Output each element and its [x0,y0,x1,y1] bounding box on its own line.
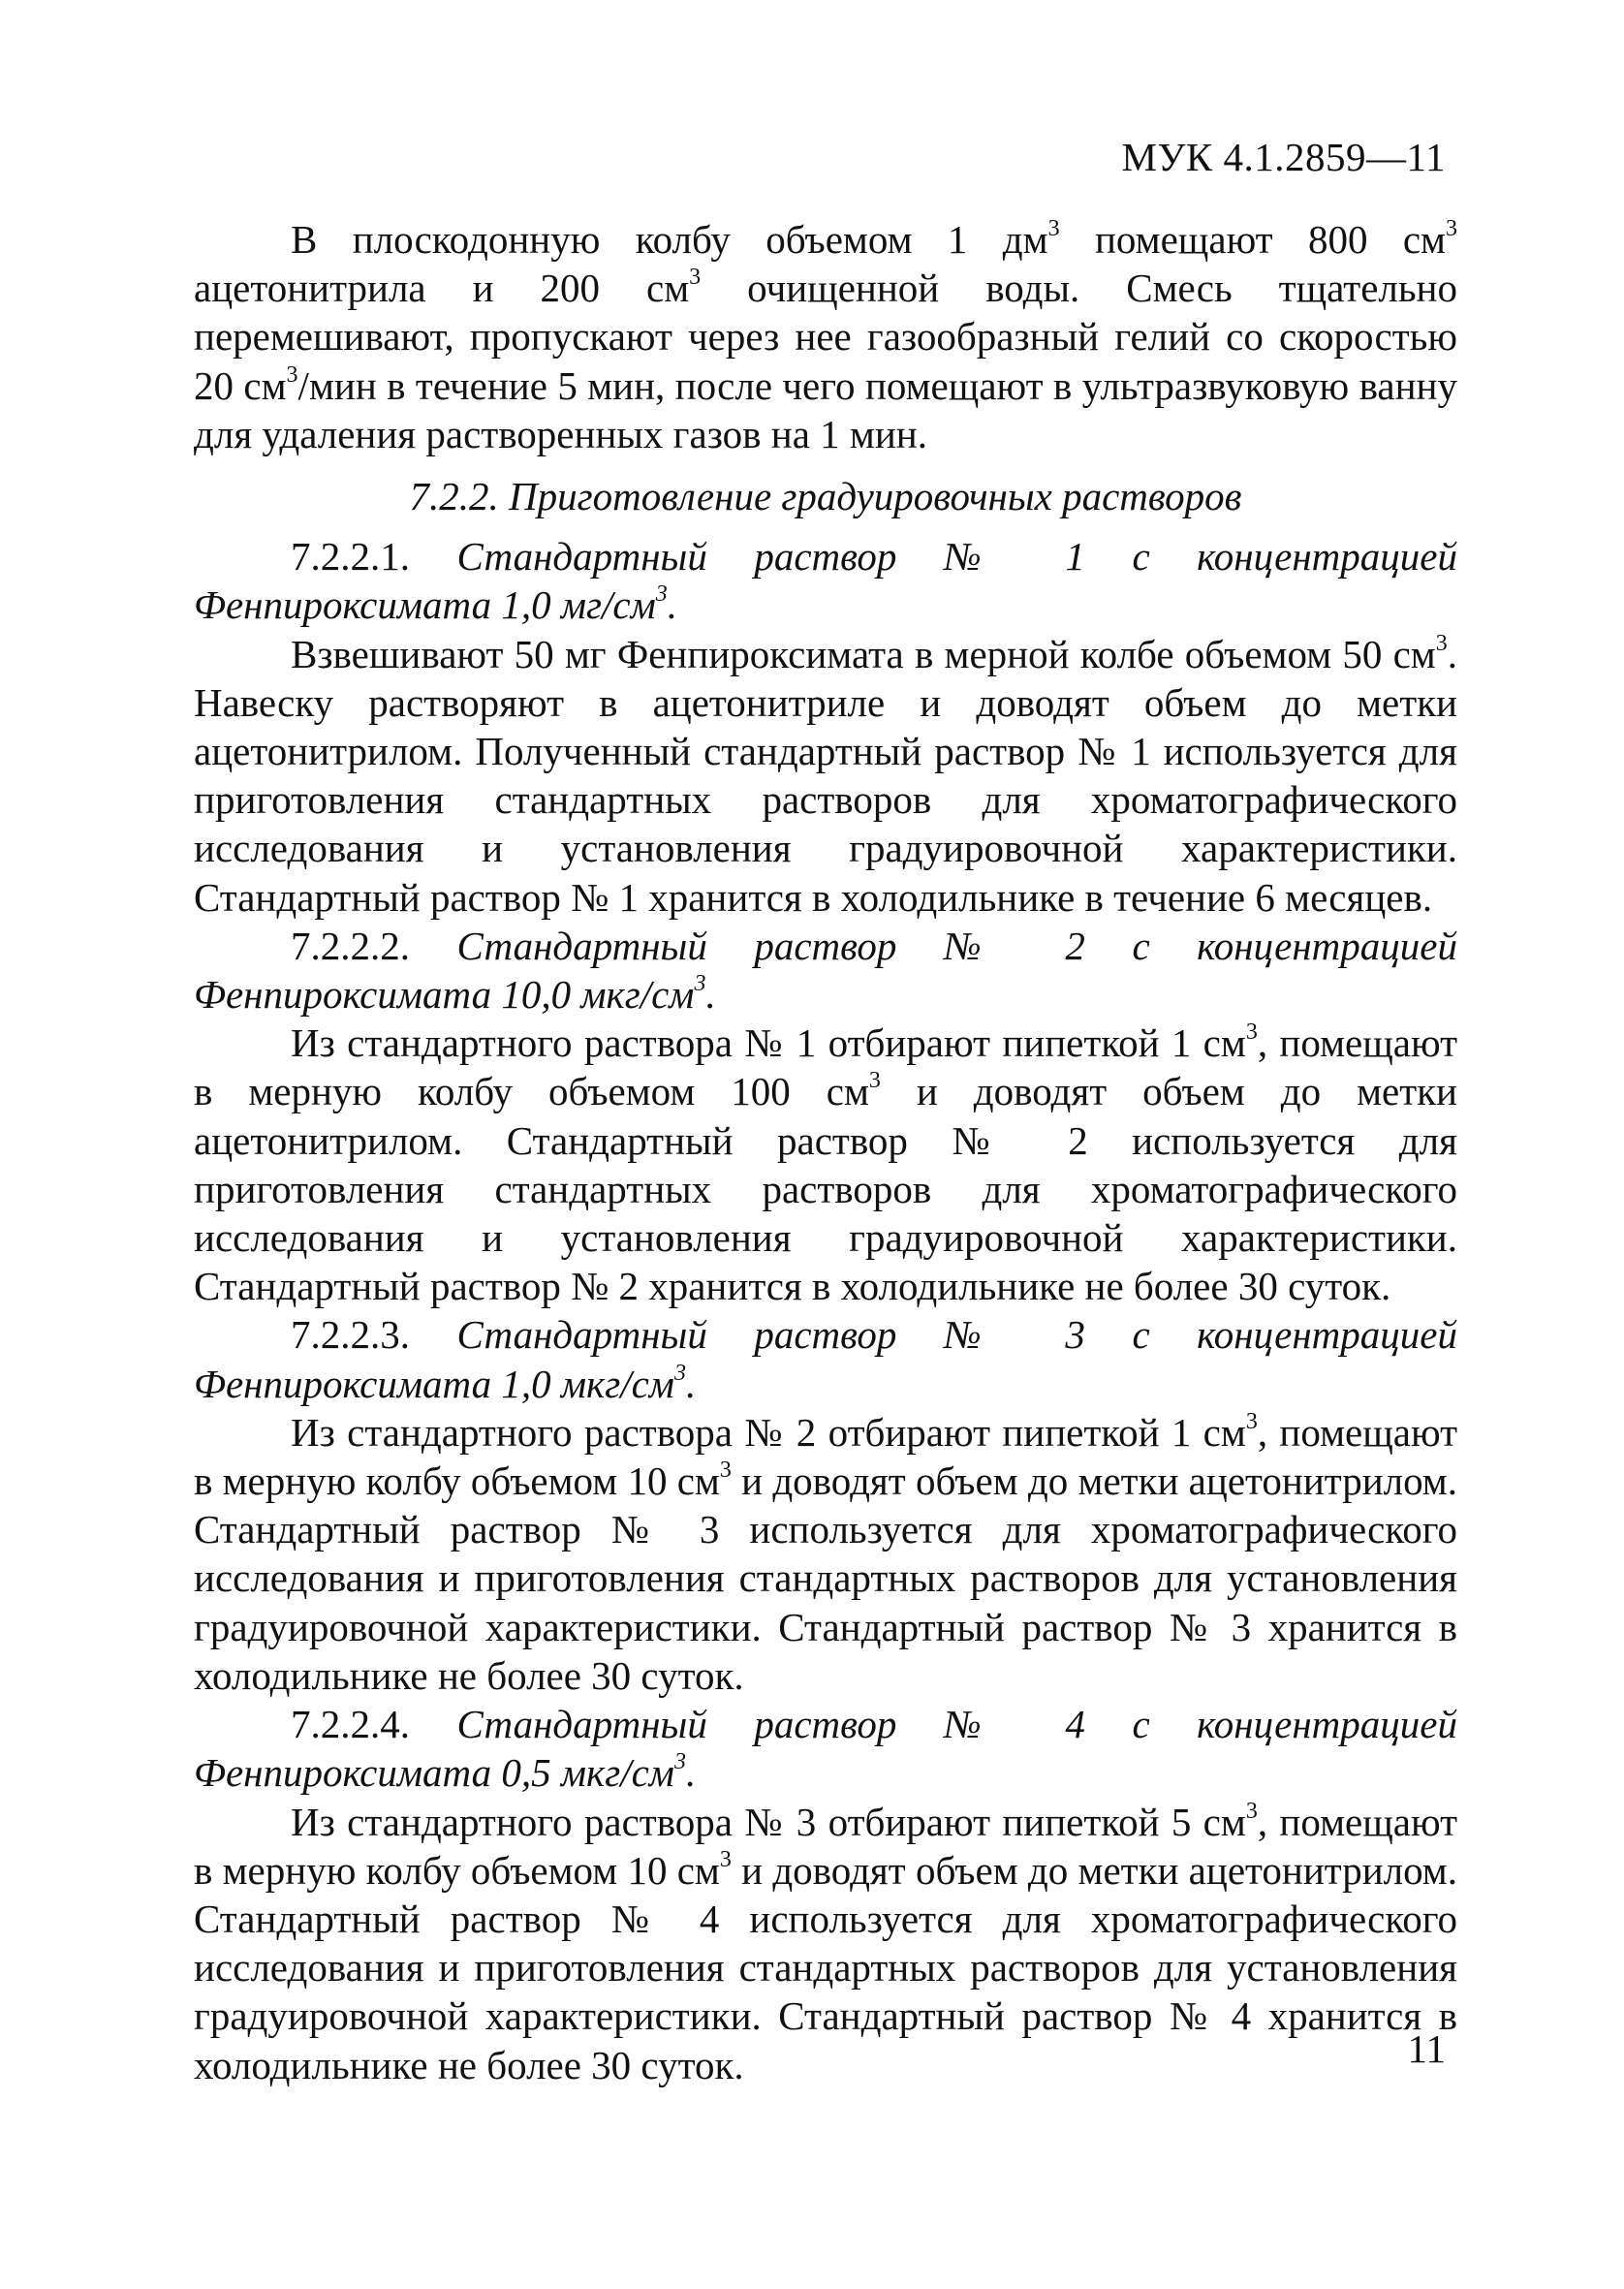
solution-3-heading [194,1310,1457,1407]
solution-4-body [194,1798,1457,2089]
superscript: 3 [286,361,298,388]
solution-1-title-end: . [667,582,678,628]
superscript: 3 [1245,1408,1258,1434]
solution-3-title: Стандартный раствор № 3 с концентрацией Фенпироксимата 1,0 мкг/см [194,1312,1457,1406]
intro-text-4: очищенной воды. Смесь тщательно перемешивают, пропускают через нее газообразный гелий со скоростью 20 см [194,266,1457,408]
solution-2-title: Стандартный раствор № 2 с концентрацией Фенпироксимата 10,0 мкг/см [194,923,1457,1018]
document-body [194,215,1457,2089]
solution-2-heading [194,922,1457,1019]
solution-4-text-2: , помещают в мерную колбу объемом 10 см [194,1799,1457,1893]
document-code: МУК 4.1.2859—11 [1121,135,1446,179]
solution-1-title: Стандартный раствор № 1 с концентрацией Фенпироксимата 1,0 мг/см [194,534,1457,628]
superscript: 3 [868,1068,881,1094]
intro-text-5: /мин в течение 5 мин, после чего помещают в ультразвуковую ванну для удаления растворенных газов на 1 мин. [194,362,1457,456]
solution-4-title-end: . [685,1750,697,1796]
solution-3-number: 7.2.2.3. [291,1312,410,1358]
solution-1-text-2: . Навеску растворяют в ацетонитриле и доводят объем до метки ацетонитрилом. Полученный стандартный раствор № 1 используется для приготовления стандартных растворов для хроматографического исследования и установления градуировочной характеристики. Стандартный раствор № 1 хранится в холодильнике в течение 6 месяцев. [194,631,1457,920]
solution-4-number: 7.2.2.4. [291,1702,410,1747]
solution-4-title: Стандартный раствор № 4 с концентрацией Фенпироксимата 0,5 мкг/см [194,1702,1457,1796]
superscript: 3 [1245,1019,1258,1046]
solution-3-text-3: и доводят объем до метки ацетонитрилом. Стандартный раствор № 3 используется для хроматографического исследования и приготовления стандартных растворов для установления градуировочной характеристики. Стандартный раствор № 3 хранится в холодильнике не более 30 суток. [194,1458,1458,1698]
solution-2-body [194,1019,1457,1310]
solution-2-title-end: . [705,972,716,1018]
solution-2-number: 7.2.2.2. [291,923,410,968]
solution-4-text-1: Из стандартного раствора № 3 отбирают пипеткой 5 см [291,1799,1246,1844]
section-heading: 7.2.2. Приготовление градуировочных растворов [409,474,1242,519]
superscript: 3 [1047,216,1060,241]
solution-3-title-end: . [685,1361,697,1406]
solution-1-heading [194,532,1457,629]
intro-text-3: ацетонитрила и 200 см [194,266,690,311]
solution-3-text-1: Из стандартного раствора № 2 отбирают пипеткой 1 см [291,1409,1246,1455]
intro-paragraph [194,215,1457,458]
superscript: 3 [1435,630,1448,656]
superscript: 3 [694,971,706,997]
superscript: 3 [719,1846,732,1872]
solution-2-text-2: , помещают в мерную колбу объемом 100 см [194,1020,1457,1114]
superscript: 3 [655,581,668,608]
solution-4-text-3: и доводят объем до метки ацетонитрилом. Стандартный раствор № 4 используется для хроматографического исследования и приготовления стандартных растворов для установления градуировочной характеристики. Стандартный раствор № 4 хранится в холодильнике не более 30 суток. [194,1847,1458,2087]
solution-2-text-3: и доводят объем до метки ацетонитрилом. Стандартный раствор № 2 используется для приготовления стандартных растворов для хроматографического исследования и установления градуировочной характеристики. Стандартный раствор № 2 хранится в холодильнике не более 30 суток. [194,1069,1457,1309]
solution-3-body [194,1408,1457,1700]
solution-4-heading [194,1700,1457,1797]
superscript: 3 [1245,1798,1258,1824]
superscript: 3 [689,265,702,291]
superscript: 3 [1445,216,1457,241]
intro-text-1: В плоскодонную колбу объемом 1 дм [291,217,1048,262]
superscript: 3 [719,1458,732,1484]
solution-1-body [194,630,1457,922]
solution-1-text-1: Взвешивают 50 мг Фенпироксимата в мерной колбе объемом 50 см [291,631,1436,676]
page-number: 11 [1407,2026,1446,2071]
superscript: 3 [673,1749,686,1775]
superscript: 3 [673,1360,686,1386]
solution-3-text-2: , помещают в мерную колбу объемом 10 см [194,1409,1457,1504]
solution-1-number: 7.2.2.1. [291,534,410,580]
solution-2-text-1: Из стандартного раствора № 1 отбирают пипеткой 1 см [291,1020,1246,1066]
intro-text-2: помещают 800 см [1059,217,1446,262]
